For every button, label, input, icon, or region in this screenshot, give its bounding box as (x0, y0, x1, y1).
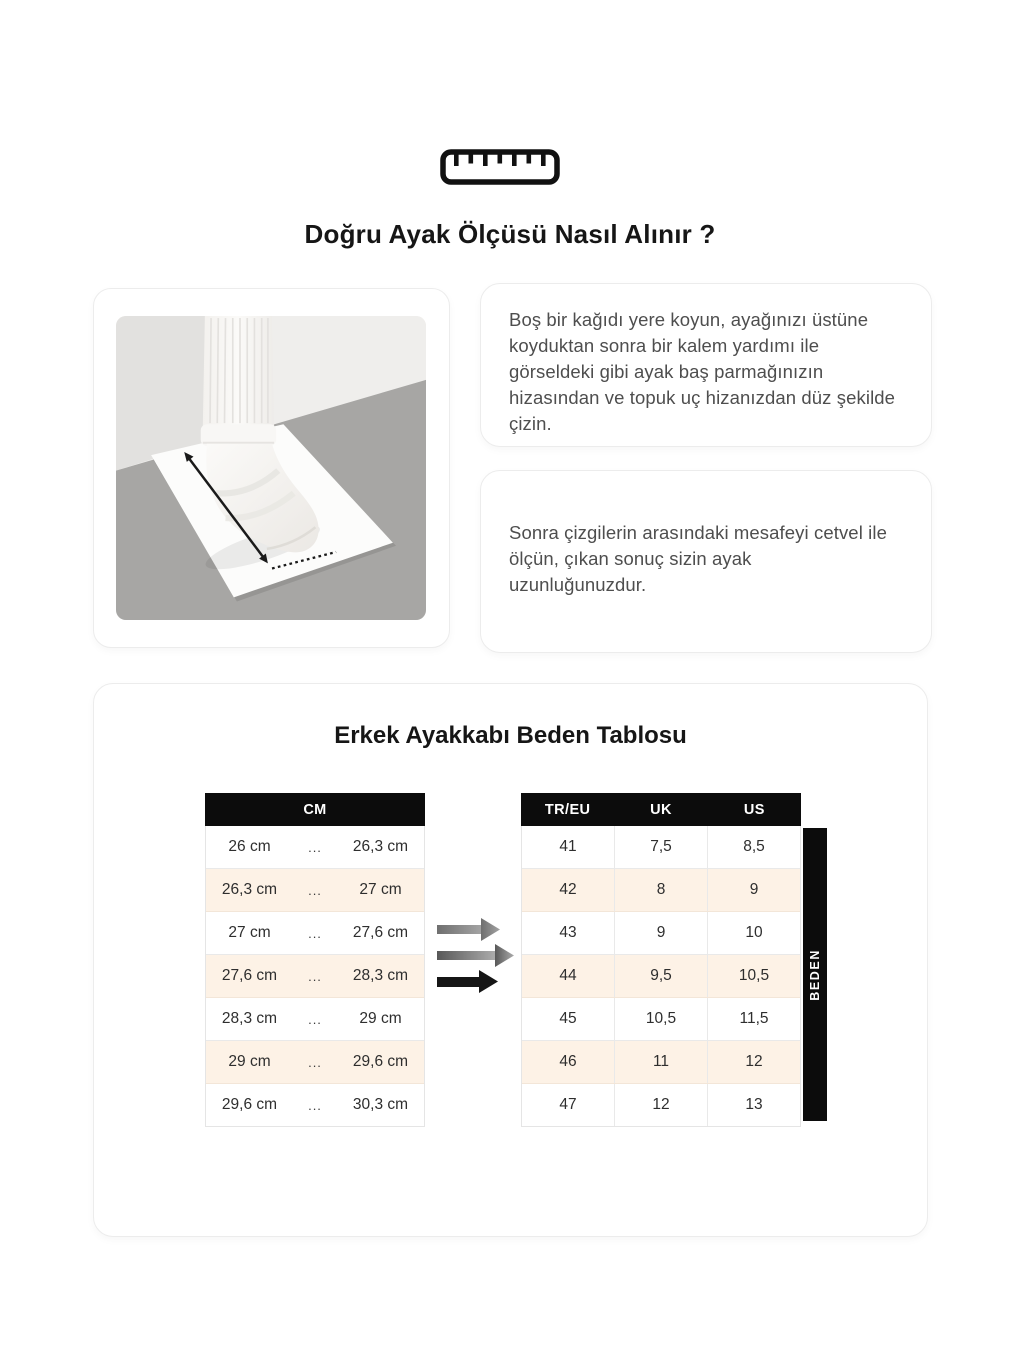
foot-measurement-photo (116, 316, 426, 620)
cm-to-value: 26,3 cm (352, 838, 409, 855)
intl-size-table (521, 793, 801, 1127)
cm-from-value: 29,6 cm (221, 1096, 278, 1113)
instruction-card-step2 (480, 470, 932, 653)
tr-eu-size: 42 (559, 881, 577, 898)
us-size: 11,5 (707, 998, 800, 1040)
measurement-photo-card (93, 288, 450, 648)
size-table-title: Erkek Ayakkabı Beden Tablosu (334, 722, 687, 749)
cm-table-row (206, 1084, 424, 1126)
cm-range-table (205, 793, 425, 1127)
us-size: 9 (707, 869, 800, 911)
instruction-step2-text: Sonra çizgilerin arasındaki mesafeyi cetvel ile ölçün, çıkan sonuç sizin ayak uzunluğunuzdur. (509, 521, 887, 595)
intl-table-row (522, 912, 800, 955)
cm-table-row (206, 955, 424, 998)
intl-table-header (521, 793, 801, 826)
cm-table-row (206, 869, 424, 912)
cm-table-row (206, 912, 424, 955)
col-header-tr-eu: TR/EU (544, 801, 591, 818)
cm-from-value: 27 cm (228, 924, 271, 941)
cm-table-row (206, 826, 424, 869)
us-size: 10 (707, 912, 800, 954)
tr-eu-size: 46 (559, 1053, 577, 1070)
intl-table-row (522, 955, 800, 998)
beden-side-bar (803, 828, 827, 1121)
cm-to-value: 27,6 cm (352, 924, 409, 941)
cm-to-value: 27 cm (359, 881, 402, 898)
ruler-icon (440, 149, 560, 185)
cm-to-value: 29,6 cm (352, 1053, 409, 1070)
uk-size: 12 (614, 1084, 707, 1126)
cm-to-value: 30,3 cm (352, 1096, 409, 1113)
cm-table-row (206, 998, 424, 1041)
intl-table-row (522, 998, 800, 1041)
uk-size: 9,5 (614, 955, 707, 997)
range-separator: ... (308, 1011, 322, 1027)
intl-table-row (522, 869, 800, 912)
tr-eu-size: 47 (559, 1096, 577, 1113)
beden-side-label: BEDEN (808, 948, 822, 1001)
page-title: Doğru Ayak Ölçüsü Nasıl Alınır ? (304, 219, 716, 249)
tr-eu-size: 44 (559, 967, 577, 984)
cm-from-value: 27,6 cm (221, 967, 278, 984)
us-size: 13 (707, 1084, 800, 1126)
cm-from-value: 28,3 cm (221, 1010, 278, 1027)
range-separator: ... (308, 1054, 322, 1070)
intl-table-body (521, 826, 801, 1127)
uk-size: 8 (614, 869, 707, 911)
size-table-card (93, 683, 928, 1237)
cm-table-header: CM (205, 793, 425, 826)
us-size: 10,5 (707, 955, 800, 997)
range-separator: ... (308, 1097, 322, 1113)
uk-size: 11 (614, 1041, 707, 1083)
uk-size: 7,5 (614, 826, 707, 868)
cm-from-value: 29 cm (228, 1053, 271, 1070)
cm-from-value: 26,3 cm (221, 881, 278, 898)
range-separator: ... (308, 968, 322, 984)
tr-eu-size: 41 (559, 838, 577, 855)
instruction-card-step1 (480, 283, 932, 447)
cm-to-value: 28,3 cm (352, 967, 409, 984)
range-separator: ... (308, 882, 322, 898)
uk-size: 9 (614, 912, 707, 954)
intl-table-row (522, 1084, 800, 1126)
cm-table-row (206, 1041, 424, 1084)
range-separator: ... (308, 839, 322, 855)
tr-eu-size: 43 (559, 924, 577, 941)
col-header-uk: UK (650, 801, 672, 818)
uk-size: 10,5 (614, 998, 707, 1040)
cm-table-body (205, 826, 425, 1127)
us-size: 12 (707, 1041, 800, 1083)
instruction-step1-text: Boş bir kağıdı yere koyun, ayağınızı üstüne koyduktan sonra bir kalem yardımı ile görseldeki gibi ayak baş parmağınızın hizasından ve topuk uç hizanızdan düz şekilde çizin. (509, 309, 896, 434)
range-separator: ... (308, 925, 322, 941)
intl-table-row (522, 1041, 800, 1084)
cm-from-value: 26 cm (228, 838, 271, 855)
tr-eu-size: 45 (559, 1010, 577, 1027)
us-size: 8,5 (707, 826, 800, 868)
transfer-arrows-icon (436, 917, 514, 993)
cm-to-value: 29 cm (359, 1010, 402, 1027)
col-header-us: US (743, 801, 765, 818)
intl-table-row (522, 826, 800, 869)
